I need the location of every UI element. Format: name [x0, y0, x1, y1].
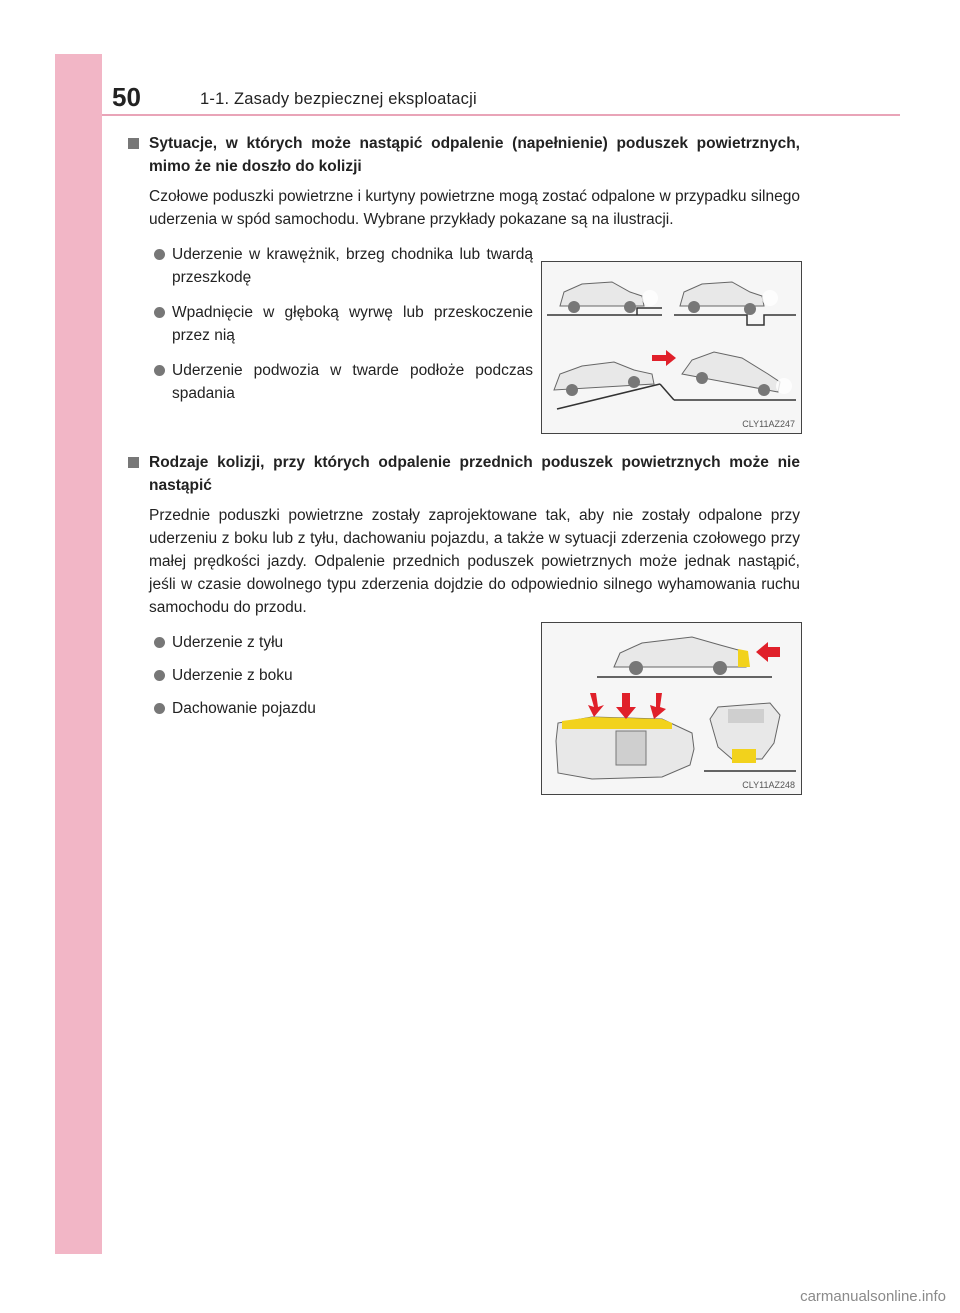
list-item	[128, 301, 533, 347]
list-item	[128, 664, 508, 687]
square-bullet-icon	[128, 457, 139, 468]
header-divider	[102, 114, 900, 116]
figure-impact-situations	[541, 261, 802, 434]
bullet-dot-icon	[154, 637, 165, 648]
bullet-dot-icon	[154, 703, 165, 714]
section2-body: Przednie poduszki powietrzne zostały zaprojektowane tak, aby nie zostały odpalone przy uderzeniu z boku lub z tyłu, dachowaniu pojazdu, a także w sytuacji zderzenia czołowego przy małej prędkości jazdy. Odpalenie przednich poduszek powietrznych może jednak nastąpić, jeśli w czasie dowolnego typu zderzenia dojdzie do odpowiednio silnego wyhamowania ruchu samochodu do przodu.	[149, 507, 800, 616]
list-item-text: Wpadnięcie w głęboką wyrwę lub przeskoczenie przez nią	[172, 304, 533, 344]
bullet-dot-icon	[154, 365, 165, 376]
bullet-dot-icon	[154, 670, 165, 681]
bullet-dot-icon	[154, 249, 165, 260]
figure-code: CLY11AZ247	[742, 419, 795, 429]
watermark: carmanualsonline.info	[800, 1288, 946, 1305]
figure-collision-types	[541, 622, 802, 795]
list-item-text: Uderzenie z tyłu	[172, 634, 284, 651]
list-item-text: Uderzenie podwozia w twarde podłoże podczas spadania	[172, 362, 533, 402]
list-item-text: Uderzenie z boku	[172, 667, 293, 684]
figure-code: CLY11AZ248	[742, 780, 795, 790]
section-title: 1-1. Zasady bezpiecznej eksploatacji	[200, 90, 477, 108]
section2-heading-text: Rodzaje kolizji, przy których odpalenie przednich poduszek powietrznych może nie nastąpić	[149, 454, 800, 494]
section1-heading	[128, 132, 800, 178]
square-bullet-icon	[128, 138, 139, 149]
bullet-dot-icon	[154, 307, 165, 318]
list-item	[128, 359, 533, 405]
section1-body: Czołowe poduszki powietrzne i kurtyny powietrzne mogą zostać odpalone w przypadku silnego uderzenia w spód samochodu. Wybrane przykłady pokazane są na ilustracji.	[149, 188, 800, 228]
list-item-text: Uderzenie w krawężnik, brzeg chodnika lub twardą przeszkodę	[172, 246, 533, 286]
page-number: 50	[112, 82, 141, 112]
section2-bullets	[128, 631, 508, 720]
section1-bullets	[128, 243, 533, 405]
list-item	[128, 631, 508, 654]
collision-types-illustration	[542, 623, 801, 794]
page-header	[102, 82, 902, 116]
section1-heading-text: Sytuacje, w których może nastąpić odpalenie (napełnienie) poduszek powietrznych, mimo że nie doszło do kolizji	[149, 135, 800, 175]
section2-heading	[128, 451, 800, 497]
list-item-text: Dachowanie pojazdu	[172, 700, 316, 717]
car-impact-illustration	[542, 262, 801, 433]
list-item	[128, 697, 508, 720]
sidebar-tab	[55, 54, 102, 1254]
list-item	[128, 243, 533, 289]
